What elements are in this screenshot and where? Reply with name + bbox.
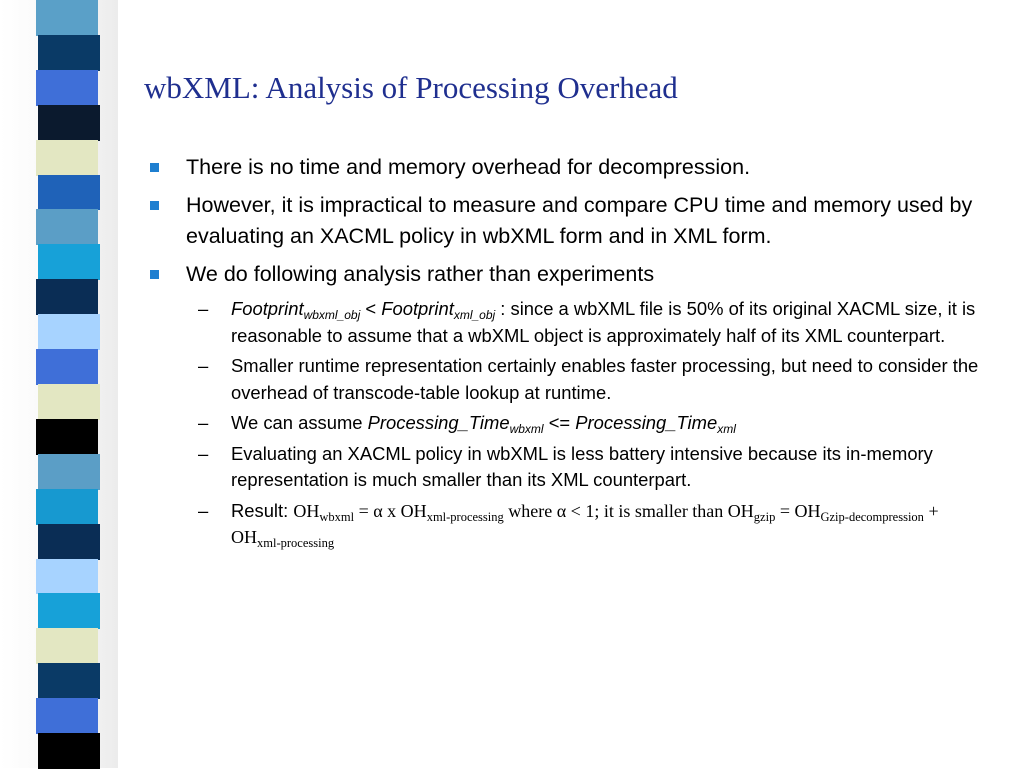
strip-block <box>36 279 98 315</box>
sub-bullet-text: : since a wbXML file is 50% of its original XACML size, it is reasonable to assume that a wbXML object is approximately half of its XML counterpart. <box>231 298 976 346</box>
processing-time-term: Processing_Time <box>575 412 718 433</box>
dash-bullet-icon: – <box>198 499 209 521</box>
strip-block <box>38 35 100 71</box>
square-bullet-icon <box>150 163 159 172</box>
processing-time-subscript: wbxml <box>509 422 544 436</box>
operator: <= <box>543 412 576 433</box>
dash-bullet-icon: – <box>198 355 209 376</box>
page-title: wbXML: Analysis of Processing Overhead <box>144 70 678 105</box>
bullet-text: We do following analysis rather than experiments <box>186 261 655 286</box>
sub-bullet-assume <box>150 410 990 437</box>
dash-bullet-icon: – <box>198 442 209 464</box>
decorative-color-strip <box>36 0 98 768</box>
strip-block <box>38 593 100 629</box>
strip-block <box>36 628 98 664</box>
sub-bullet-smaller <box>150 353 990 406</box>
operator: < <box>360 298 382 319</box>
strip-block <box>38 524 100 560</box>
bullet-item <box>150 152 990 184</box>
square-bullet-icon <box>150 270 159 279</box>
sub-bullet-evaluating <box>150 441 990 494</box>
footprint-subscript: wbxml_obj <box>303 308 361 322</box>
sub-bullet-text: Smaller runtime representation certainly enables faster processing, but need to consider the overhead of transcode-table lookup at runtime. <box>231 355 979 403</box>
strip-block <box>38 663 100 699</box>
strip-block <box>38 454 100 490</box>
strip-block <box>36 489 98 525</box>
strip-block <box>38 384 100 420</box>
strip-block <box>36 209 98 245</box>
strip-block <box>38 105 100 141</box>
sub-bullet-result <box>150 498 990 551</box>
strip-block <box>36 0 98 36</box>
sub-bullet-text: We can assume <box>231 412 368 433</box>
processing-time-term: Processing_Time <box>367 412 510 433</box>
bullet-text: There is no time and memory overhead for decompression. <box>186 155 751 179</box>
sub-bullet-text: Evaluating an XACML policy in wbXML is less battery intensive because its in-memory representation is much smaller than its XML counterpart. <box>231 442 933 490</box>
processing-time-subscript: xml <box>717 422 736 436</box>
footprint-term: Footprint <box>381 298 454 319</box>
strip-block <box>38 175 100 211</box>
bullet-item <box>150 190 990 253</box>
dash-bullet-icon: – <box>198 298 209 319</box>
strip-block <box>36 70 98 106</box>
strip-block <box>38 733 100 769</box>
bullet-item <box>150 259 990 291</box>
square-bullet-icon <box>150 201 159 210</box>
strip-block <box>38 244 100 280</box>
strip-block <box>36 559 98 595</box>
dash-bullet-icon: – <box>198 412 209 433</box>
footprint-term: Footprint <box>231 298 304 319</box>
strip-block <box>38 314 100 350</box>
slide-content <box>150 152 990 555</box>
strip-block <box>36 140 98 176</box>
strip-block <box>36 419 98 455</box>
footprint-subscript: xml_obj <box>453 308 496 322</box>
strip-block <box>36 349 98 385</box>
strip-block <box>36 698 98 734</box>
result-label: Result: <box>231 499 294 521</box>
bullet-text: However, it is impractical to measure and compare CPU time and memory used by evaluating an XACML policy in wbXML form and in XML form. <box>186 192 973 248</box>
sub-bullet-footprint <box>150 296 990 349</box>
result-formula: $OH_{wbxml} = \alpha$ x $OH_{xml-processing}$ where α < 1; it is smaller than $OH_{gzip} = OH_{Gzip-decompression} + OH_{xml-processing}$ <box>231 500 939 550</box>
